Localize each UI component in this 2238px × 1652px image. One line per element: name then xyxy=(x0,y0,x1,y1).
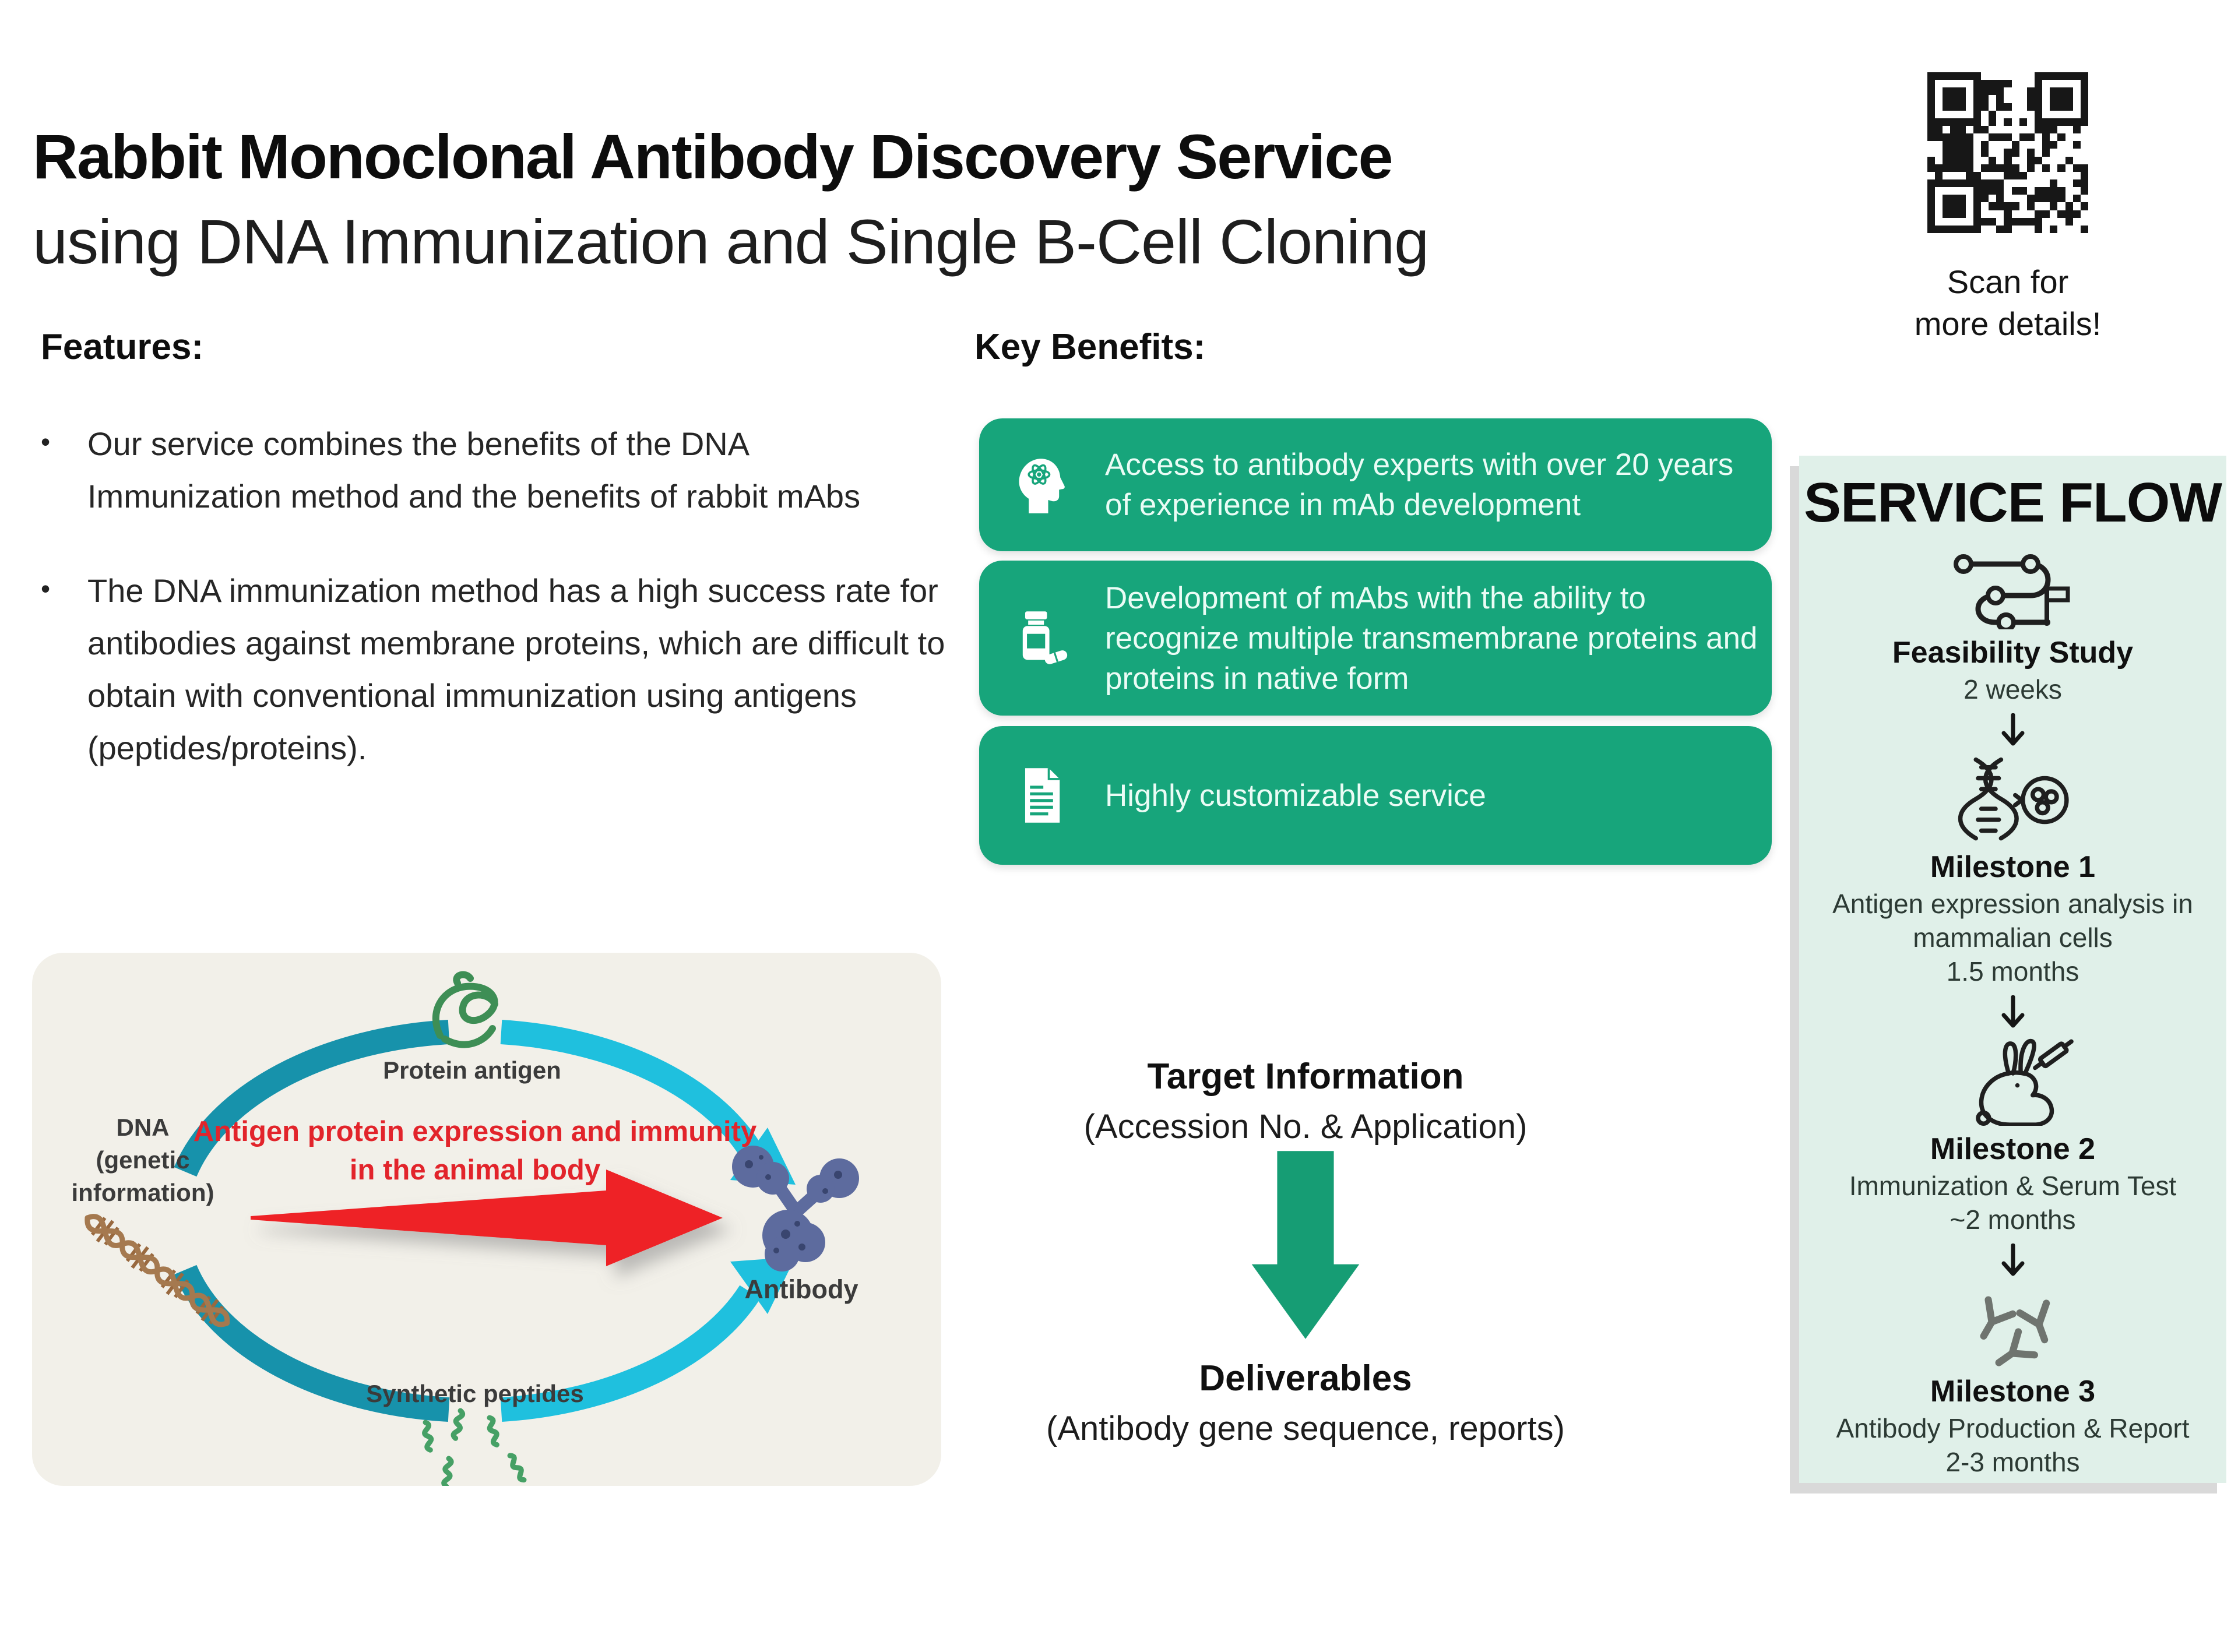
features-section xyxy=(41,326,962,816)
qr-code xyxy=(1924,69,2092,237)
immunization-diagram xyxy=(32,953,941,1486)
deliverables-title: Deliverables xyxy=(1199,1358,1412,1399)
step-title: Milestone 3 xyxy=(1930,1375,2096,1408)
step-duration: ~2 months xyxy=(1950,1204,2076,1235)
step-duration: 2 weeks xyxy=(1963,674,2062,705)
service-flow-panel xyxy=(1799,456,2226,1483)
features-list xyxy=(41,418,962,774)
page-title xyxy=(33,114,1428,284)
benefit-card-text: Access to antibody experts with over 20 years of experience in mAb development xyxy=(1105,448,1734,522)
down-arrow-icon xyxy=(2000,995,2026,1033)
rabbit-syringe-icon xyxy=(1943,1038,2083,1126)
feature-bullet-text: The DNA immunization method has a high success rate for antibodies against membrane proteins, which are difficult to obtain with conventional immunization using antigens (peptides/proteins). xyxy=(87,572,945,766)
step-title: Feasibility Study xyxy=(1892,636,2134,670)
head-brain-icon xyxy=(1011,452,1071,517)
benefit-card-text: Development of mAbs with the ability to recognize multiple transmembrane proteins and proteins in native form xyxy=(1105,580,1758,696)
dna-label-line2: (genetic information) xyxy=(71,1146,214,1206)
bullet-icon xyxy=(41,418,87,523)
synthetic-peptides-icon xyxy=(423,1410,526,1486)
qr-block xyxy=(1871,69,2145,345)
step-title: Milestone 2 xyxy=(1930,1132,2096,1166)
key-benefits-heading: Key Benefits: xyxy=(974,327,1206,367)
qr-caption-line2: more details! xyxy=(1914,305,2102,342)
step-description: Antigen expression analysis in xyxy=(1832,889,2193,919)
down-arrow-icon xyxy=(2000,713,2026,751)
step-duration: 1.5 months xyxy=(1946,956,2079,987)
step-description: Immunization & Serum Test xyxy=(1849,1171,2177,1201)
benefit-card-text: Highly customizable service xyxy=(1105,778,1486,813)
red-annotation-line1: Antigen protein expression and immunity xyxy=(193,1116,757,1147)
service-flow-heading: SERVICE FLOW xyxy=(1804,471,2222,534)
title-line1: Rabbit Monoclonal Antibody Discovery Service xyxy=(33,121,1392,192)
features-heading: Features: xyxy=(41,327,204,367)
step-title: Milestone 1 xyxy=(1930,850,2096,884)
target-information-title: Target Information xyxy=(1147,1056,1464,1097)
dna-cell-icon xyxy=(1943,756,2083,844)
dna-label-line1: DNA xyxy=(116,1114,170,1141)
step-description: mammalian cells xyxy=(1913,922,2113,953)
title-line2: using DNA Immunization and Single B-Cell Cloning xyxy=(33,206,1429,277)
list-item xyxy=(41,565,962,774)
target-information-subtitle: (Accession No. & Application) xyxy=(1083,1108,1528,1146)
qr-caption-line1: Scan for xyxy=(1947,263,2069,300)
dna-helix-icon xyxy=(80,1207,235,1333)
synthetic-peptides-label: Synthetic peptides xyxy=(366,1380,584,1407)
benefit-card xyxy=(979,561,1772,716)
protein-antigen-label: Protein antigen xyxy=(383,1056,561,1084)
medicine-bottle-icon xyxy=(1011,605,1071,671)
antibodies-icon xyxy=(1943,1287,2083,1368)
antibody-label: Antibody xyxy=(744,1274,858,1304)
bullet-icon xyxy=(41,565,87,774)
step-description: Antibody Production & Report xyxy=(1836,1413,2190,1443)
deliverables-subtitle: (Antibody gene sequence, reports) xyxy=(1046,1410,1565,1447)
list-item xyxy=(41,418,962,523)
down-arrow-icon xyxy=(2000,1244,2026,1281)
step-duration: 2-3 months xyxy=(1945,1447,2080,1477)
red-annotation xyxy=(178,1112,772,1189)
route-flag-icon xyxy=(1937,548,2089,629)
green-down-arrow-icon xyxy=(1246,1149,1365,1343)
document-icon xyxy=(1011,763,1071,828)
feature-bullet-text: Our service combines the benefits of the DNA Immunization method and the benefits of rabbit mAbs xyxy=(87,425,861,515)
benefit-card xyxy=(979,726,1772,865)
red-annotation-line2: in the animal body xyxy=(349,1154,601,1186)
benefit-card xyxy=(979,418,1772,551)
